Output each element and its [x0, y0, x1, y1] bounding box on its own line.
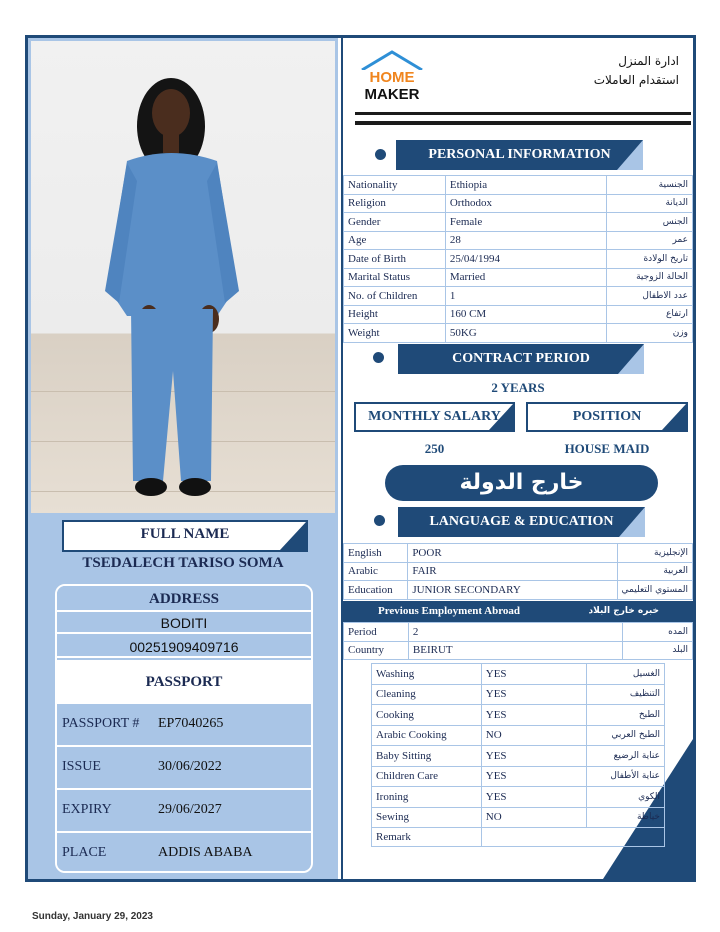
arabic-title — [594, 52, 679, 90]
language-row — [344, 562, 693, 581]
language-row-value: FAIR — [408, 562, 617, 581]
personal-info-row — [344, 176, 693, 195]
personal-info-row-label: Date of Birth — [344, 250, 446, 269]
skill-row-label: Cleaning — [372, 684, 482, 705]
cv-frame — [25, 35, 696, 882]
personal-info-row-arabic-label: عمر — [607, 231, 693, 250]
logo-line2: MAKER — [364, 86, 420, 103]
skill-row-arabic-label: الطبخ — [587, 705, 665, 726]
phone-number: 00251909409716 — [57, 636, 311, 658]
skill-row-label: Cooking — [372, 705, 482, 726]
language-row — [344, 581, 693, 600]
contract-period-header — [398, 344, 644, 374]
address-city: BODITI — [57, 612, 311, 634]
passport-row-key: PLACE — [62, 845, 107, 860]
personal-info-row-value: Married — [445, 268, 606, 287]
left-column — [28, 38, 338, 879]
address-heading: ADDRESS — [57, 586, 311, 612]
contract-period-title: CONTRACT PERIOD — [452, 351, 590, 366]
previous-employment-table — [343, 622, 693, 660]
skill-row-label: Children Care — [372, 766, 482, 787]
arabic-title-line1: ادارة المنزل — [618, 54, 679, 68]
header-rule — [355, 121, 691, 125]
personal-info-row-arabic-label: الجنس — [607, 213, 693, 232]
skill-row — [372, 807, 665, 828]
header-rule — [355, 112, 691, 115]
personal-info-row-arabic-label: تاريخ الولادة — [607, 250, 693, 269]
remark-value — [481, 828, 664, 847]
address-passport-card — [55, 584, 313, 873]
skill-row-value: YES — [481, 766, 586, 787]
personal-info-row-arabic-label: الحالة الزوجية — [607, 268, 693, 287]
skill-row-label: Arabic Cooking — [372, 725, 482, 746]
abroad-banner: خارج الدولة — [385, 465, 658, 501]
personal-info-row-label: Age — [344, 231, 446, 250]
section-bullet — [374, 515, 385, 526]
passport-row — [57, 833, 311, 873]
skill-row-label: Baby Sitting — [372, 746, 482, 767]
remark-row — [372, 828, 665, 847]
personal-info-header — [396, 140, 643, 170]
skill-row-value: YES — [481, 746, 586, 767]
language-row-arabic-label: العربية — [617, 562, 692, 581]
personal-info-row-label: Marital Status — [344, 268, 446, 287]
full-name-label: FULL NAME — [140, 526, 230, 542]
skill-row — [372, 766, 665, 787]
skill-row-label: Washing — [372, 664, 482, 685]
logo-line1: HOME — [369, 69, 415, 86]
previous-employment-row-label: Country — [344, 641, 409, 660]
personal-info-row-value: 25/04/1994 — [445, 250, 606, 269]
passport-row — [57, 704, 311, 747]
arabic-title-line2: استقدام العاملات — [593, 73, 679, 87]
personal-info-table — [343, 175, 693, 343]
position-box — [526, 402, 688, 432]
skill-row-arabic-label: عناية الأطفال — [587, 766, 665, 787]
passport-heading: PASSPORT — [57, 660, 311, 704]
person-figure — [31, 41, 335, 513]
skill-row-arabic-label: الغسيل — [587, 664, 665, 685]
previous-employment-row-arabic-label: المده — [623, 623, 693, 642]
passport-row-value: 29/06/2027 — [158, 802, 222, 817]
personal-info-row — [344, 324, 693, 343]
full-name-value: TSEDALECH TARISO SOMA — [82, 555, 284, 571]
skill-row-arabic-label: التنظيف — [587, 684, 665, 705]
personal-info-row-label: Height — [344, 305, 446, 324]
print-date: Sunday, January 29, 2023 — [32, 911, 153, 922]
personal-info-row-value: 28 — [445, 231, 606, 250]
personal-info-row-label: Gender — [344, 213, 446, 232]
skill-row — [372, 787, 665, 808]
personal-info-row — [344, 231, 693, 250]
skill-row-arabic-label: عناية الرضيع — [587, 746, 665, 767]
personal-info-row-value: Ethiopia — [445, 176, 606, 195]
skill-row — [372, 705, 665, 726]
passport-row-key: ISSUE — [62, 759, 101, 774]
previous-employment-title-ar: خبره خارج البلاد — [588, 606, 659, 616]
language-row-label: English — [344, 544, 408, 563]
personal-info-row-arabic-label: عدد الاطفال — [607, 287, 693, 306]
passport-row-value: 30/06/2022 — [158, 759, 222, 774]
monthly-salary-box — [354, 402, 515, 432]
position-value: HOUSE MAID — [564, 441, 650, 456]
position-label: POSITION — [572, 409, 642, 424]
personal-info-row — [344, 250, 693, 269]
candidate-photo — [31, 41, 335, 513]
personal-info-row-arabic-label: وزن — [607, 324, 693, 343]
skill-row-arabic-label: الطبخ العربي — [587, 725, 665, 746]
language-row — [344, 544, 693, 563]
personal-info-row-value: 160 CM — [445, 305, 606, 324]
skill-row-arabic-label: الكوي — [587, 787, 665, 808]
skill-row-value: NO — [481, 725, 586, 746]
personal-info-row — [344, 287, 693, 306]
previous-employment-row-value: BEIRUT — [408, 641, 622, 660]
previous-employment-header — [343, 601, 693, 622]
section-bullet — [373, 352, 384, 363]
personal-info-title: PERSONAL INFORMATION — [428, 147, 611, 162]
personal-info-row-value: Female — [445, 213, 606, 232]
personal-info-row — [344, 213, 693, 232]
personal-info-row — [344, 194, 693, 213]
language-table — [343, 543, 693, 600]
skills-table — [371, 663, 665, 847]
salary-value: 250 — [424, 441, 445, 456]
skill-row-value: YES — [481, 684, 586, 705]
language-education-title: LANGUAGE & EDUCATION — [429, 514, 614, 529]
language-row-label: Education — [344, 581, 408, 600]
monthly-salary-label: MONTHLY SALARY — [368, 409, 501, 424]
previous-employment-row — [344, 641, 693, 660]
personal-info-row-arabic-label: الجنسية — [607, 176, 693, 195]
personal-info-row-value: Orthodox — [445, 194, 606, 213]
remark-label: Remark — [372, 828, 482, 847]
personal-info-row-label: Nationality — [344, 176, 446, 195]
passport-row — [57, 747, 311, 790]
contract-duration: 2 YEARS — [491, 380, 545, 395]
personal-info-row-label: No. of Children — [344, 287, 446, 306]
section-bullet — [375, 149, 386, 160]
skill-row-label: Ironing — [372, 787, 482, 808]
passport-row — [57, 790, 311, 833]
personal-info-row-arabic-label: الديانة — [607, 194, 693, 213]
previous-employment-row — [344, 623, 693, 642]
previous-employment-row-value: 2 — [408, 623, 622, 642]
previous-employment-row-label: Period — [344, 623, 409, 642]
language-row-value: JUNIOR SECONDARY — [408, 581, 617, 600]
skill-row-value: NO — [481, 807, 586, 828]
personal-info-row-label: Religion — [344, 194, 446, 213]
previous-employment-title: Previous Employment Abroad — [378, 605, 520, 617]
passport-row-value: ADDIS ABABA — [158, 845, 253, 860]
language-education-header — [398, 507, 645, 537]
skill-row-arabic-label: خياطة — [587, 807, 665, 828]
skill-row-label: Sewing — [372, 807, 482, 828]
personal-info-row — [344, 305, 693, 324]
skill-row-value: YES — [481, 787, 586, 808]
skill-row — [372, 684, 665, 705]
skill-row-value: YES — [481, 705, 586, 726]
personal-info-row-label: Weight — [344, 324, 446, 343]
skill-row — [372, 664, 665, 685]
personal-info-row — [344, 268, 693, 287]
language-row-arabic-label: المستوي التعليمي — [617, 581, 692, 600]
passport-row-value: EP7040265 — [158, 716, 224, 731]
language-row-arabic-label: الإنجليزية — [617, 544, 692, 563]
skill-row — [372, 725, 665, 746]
previous-employment-row-arabic-label: البلد — [623, 641, 693, 660]
skill-row-value: YES — [481, 664, 586, 685]
right-column — [341, 38, 693, 879]
home-maker-logo — [356, 48, 428, 103]
passport-row-key: PASSPORT # — [62, 716, 140, 731]
personal-info-row-value: 1 — [445, 287, 606, 306]
skill-row — [372, 746, 665, 767]
personal-info-row-arabic-label: ارتفاع — [607, 305, 693, 324]
personal-info-row-value: 50KG — [445, 324, 606, 343]
language-row-label: Arabic — [344, 562, 408, 581]
language-row-value: POOR — [408, 544, 617, 563]
passport-row-key: EXPIRY — [62, 802, 112, 817]
